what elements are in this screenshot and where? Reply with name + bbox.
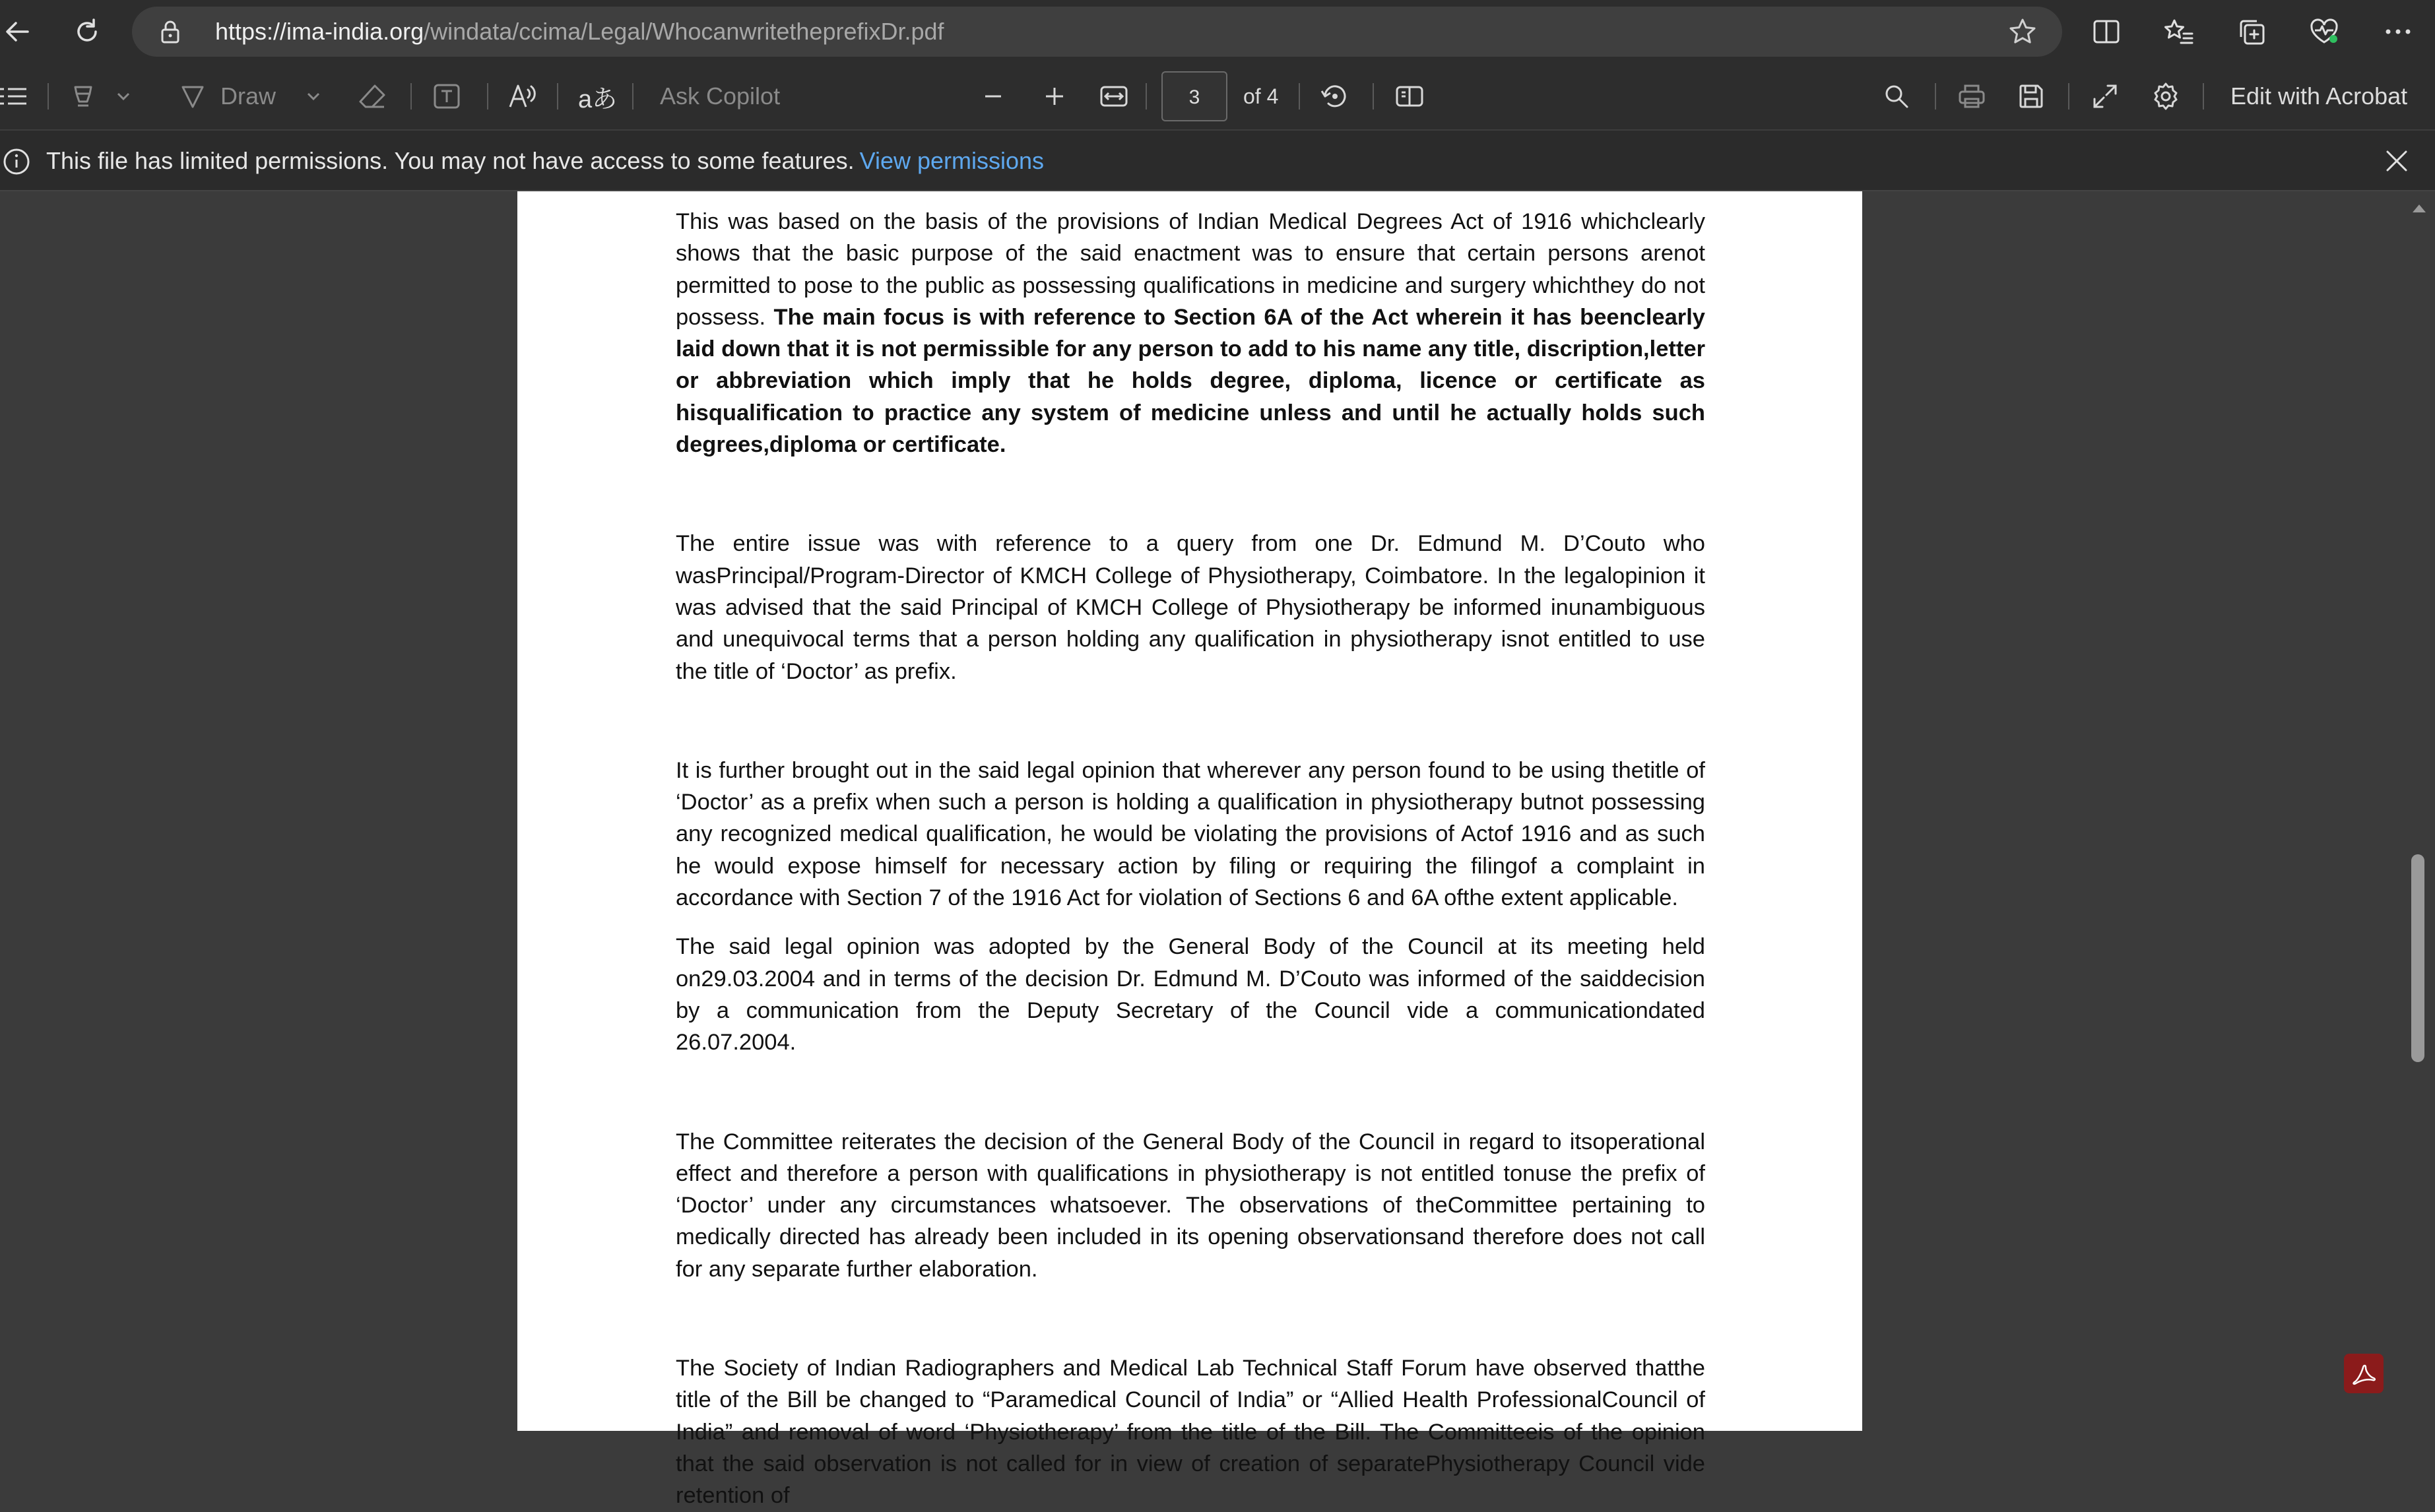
paragraph-6: The Society of Indian Radiographers and Medical Lab Technical Staff Forum have observed thatthe title of the Bill be changed to “Paramedical Council of India” or “Allied Health ProfessionalCouncil of India” and removal of word ‘Physiotherapy’ from the title of the Bill. The Committeeis of the opinion that the said observation is not called for in view of creation of separatePhysiotherapy Council vide retention of — [676, 1356, 1705, 1509]
paragraph-5: The Committee reiterates the decision of the General Body of the Council in regard to itsoperational effect and therefore a person with qualifications in physiotherapy is not entitled tonuse the prefix of ‘Doctor’ under any circumstances whatsoever. The observations of theCommittee pertaining to medically directed has already been included in its opening observationsand therefore does not call for any separate further elaboration. — [676, 1129, 1705, 1282]
save-icon[interactable] — [2018, 63, 2044, 129]
info-icon — [3, 148, 30, 179]
page-view-icon[interactable] — [1395, 63, 1424, 129]
toolbar-divider — [1935, 83, 1936, 110]
toolbar-divider — [557, 83, 558, 110]
collections-icon[interactable] — [2225, 0, 2278, 63]
rotate-icon[interactable] — [1320, 63, 1350, 129]
split-screen-icon[interactable] — [2080, 0, 2133, 63]
fullscreen-icon[interactable] — [2092, 63, 2118, 129]
pdf-page — [517, 191, 1862, 1509]
back-arrow-icon[interactable] — [0, 0, 44, 63]
vertical-scrollbar[interactable] — [2405, 191, 2435, 1431]
paragraph-1-bold: The main focus is with reference to Section 6A of the Act wherein it has beenclearly laid down that it is not permissible for any person to add to his name any title, discription,letter or abbreviation which imply that he holds degree, diploma, licence or certificate as hisqualification to practice any system of medicine unless and until he actually holds such degrees,diploma or certificate. — [676, 304, 1705, 458]
toolbar-divider — [1373, 83, 1374, 110]
settings-gear-icon[interactable] — [2151, 63, 2180, 129]
read-aloud-icon[interactable] — [508, 63, 538, 129]
eraser-icon[interactable] — [358, 63, 387, 129]
toolbar-divider — [48, 83, 49, 110]
paragraph-1 — [676, 206, 1705, 460]
draw-label: Draw — [220, 82, 276, 110]
paragraph-2: The entire issue was with reference to a query from one Dr. Edmund M. D’Couto who wasPrincipal/Program-Director of KMCH College of Physiotherapy, Coimbatore. In the legalopinion it was advised that the said Principal of KMCH College of Physiotherapy be informed inunambiguous and unequivocal terms that a person holding any qualification in physiotherapy isnot entitled to use the title of ‘Doctor’ as prefix. — [676, 531, 1705, 684]
favorites-icon[interactable] — [2153, 0, 2205, 63]
paragraph-3: It is further brought out in the said legal opinion that wherever any person found to be using thetitle of ‘Doctor’ as a prefix when such a person is holding a qualification in physiotherapy butnot possessing any recognized medical qualification, he would be violating the provisions of Actof 1916 and as such he would expose himself for necessary action by filing or requiring the filingof a complaint in accordance with Section 7 of the 1916 Act for violation of Sections 6 and 6A ofthe extent applicable. — [676, 757, 1705, 911]
url-host: https://ima-india.org — [215, 18, 424, 45]
infobar-message — [46, 131, 1044, 191]
toolbar-divider — [2203, 83, 2204, 110]
ask-copilot-button[interactable]: Ask Copilot — [660, 82, 781, 110]
pdf-viewport[interactable] — [0, 191, 2435, 1509]
add-text-icon[interactable] — [433, 63, 461, 129]
toolbar-divider — [410, 83, 412, 110]
permissions-infobar — [0, 129, 2435, 191]
infobar-text: This file has limited permissions. You may not have access to some features. — [46, 147, 855, 174]
zoom-out-icon[interactable] — [983, 63, 1003, 129]
paragraph-4: The said legal opinion was adopted by the General Body of the Council at its meeting held on29.03.2004 and in terms of the decision Dr. Edmund M. D’Couto was informed of the saiddecision by a communication from the Deputy Secretary of the Council vide a communicationdated 26.07.2004. — [676, 934, 1705, 1055]
edit-with-acrobat-button[interactable]: Edit with Acrobat — [2230, 82, 2408, 110]
highlight-dropdown-chevron-icon[interactable] — [116, 63, 131, 129]
scroll-up-arrow-icon[interactable] — [2411, 203, 2427, 217]
search-icon[interactable] — [1883, 63, 1910, 129]
toolbar-divider — [632, 83, 633, 110]
print-icon[interactable] — [1957, 63, 1986, 129]
contents-icon[interactable] — [0, 63, 26, 129]
star-icon[interactable] — [1999, 7, 2046, 57]
page-text — [676, 206, 1705, 1512]
draw-dropdown-chevron-icon[interactable] — [306, 63, 321, 129]
toolbar-divider — [1299, 83, 1300, 110]
zoom-in-icon[interactable] — [1044, 63, 1065, 129]
address-bar-row — [0, 0, 2435, 63]
draw-button[interactable] — [179, 63, 276, 129]
paragraph-1-text: This was based on the basis of the provisions of Indian Medical Degrees Act of 1916 whichclearly shows that the basic purpose of the said enactment was to ensure that certain persons arenot permitted to pose to the public as possessing qualifications in medicine and surgery whichthey do not possess. — [676, 209, 1705, 330]
more-icon[interactable] — [2372, 0, 2424, 63]
page-number-input[interactable]: 3 — [1161, 71, 1227, 121]
acrobat-logo-icon[interactable] — [2344, 1354, 2384, 1393]
translate-icon[interactable]: aあ — [578, 85, 618, 113]
fit-width-icon[interactable] — [1099, 63, 1128, 129]
close-icon[interactable] — [2385, 149, 2409, 176]
url-bar[interactable] — [132, 7, 2062, 57]
view-permissions-link[interactable]: View permissions — [859, 147, 1045, 174]
url-text[interactable] — [215, 7, 944, 57]
toolbar-divider — [2068, 83, 2069, 110]
page-total: of 4 — [1243, 84, 1279, 108]
scrollbar-thumb[interactable] — [2411, 854, 2424, 1062]
toolbar-divider — [1146, 83, 1147, 110]
browser-essentials-icon[interactable] — [2298, 0, 2351, 63]
url-path: /windata/ccima/Legal/WhocanwritetheprefixDr.pdf — [424, 18, 944, 45]
refresh-icon[interactable] — [61, 0, 114, 63]
lock-icon[interactable] — [150, 7, 190, 57]
toolbar-divider — [487, 83, 488, 110]
highlight-icon[interactable] — [70, 63, 96, 129]
